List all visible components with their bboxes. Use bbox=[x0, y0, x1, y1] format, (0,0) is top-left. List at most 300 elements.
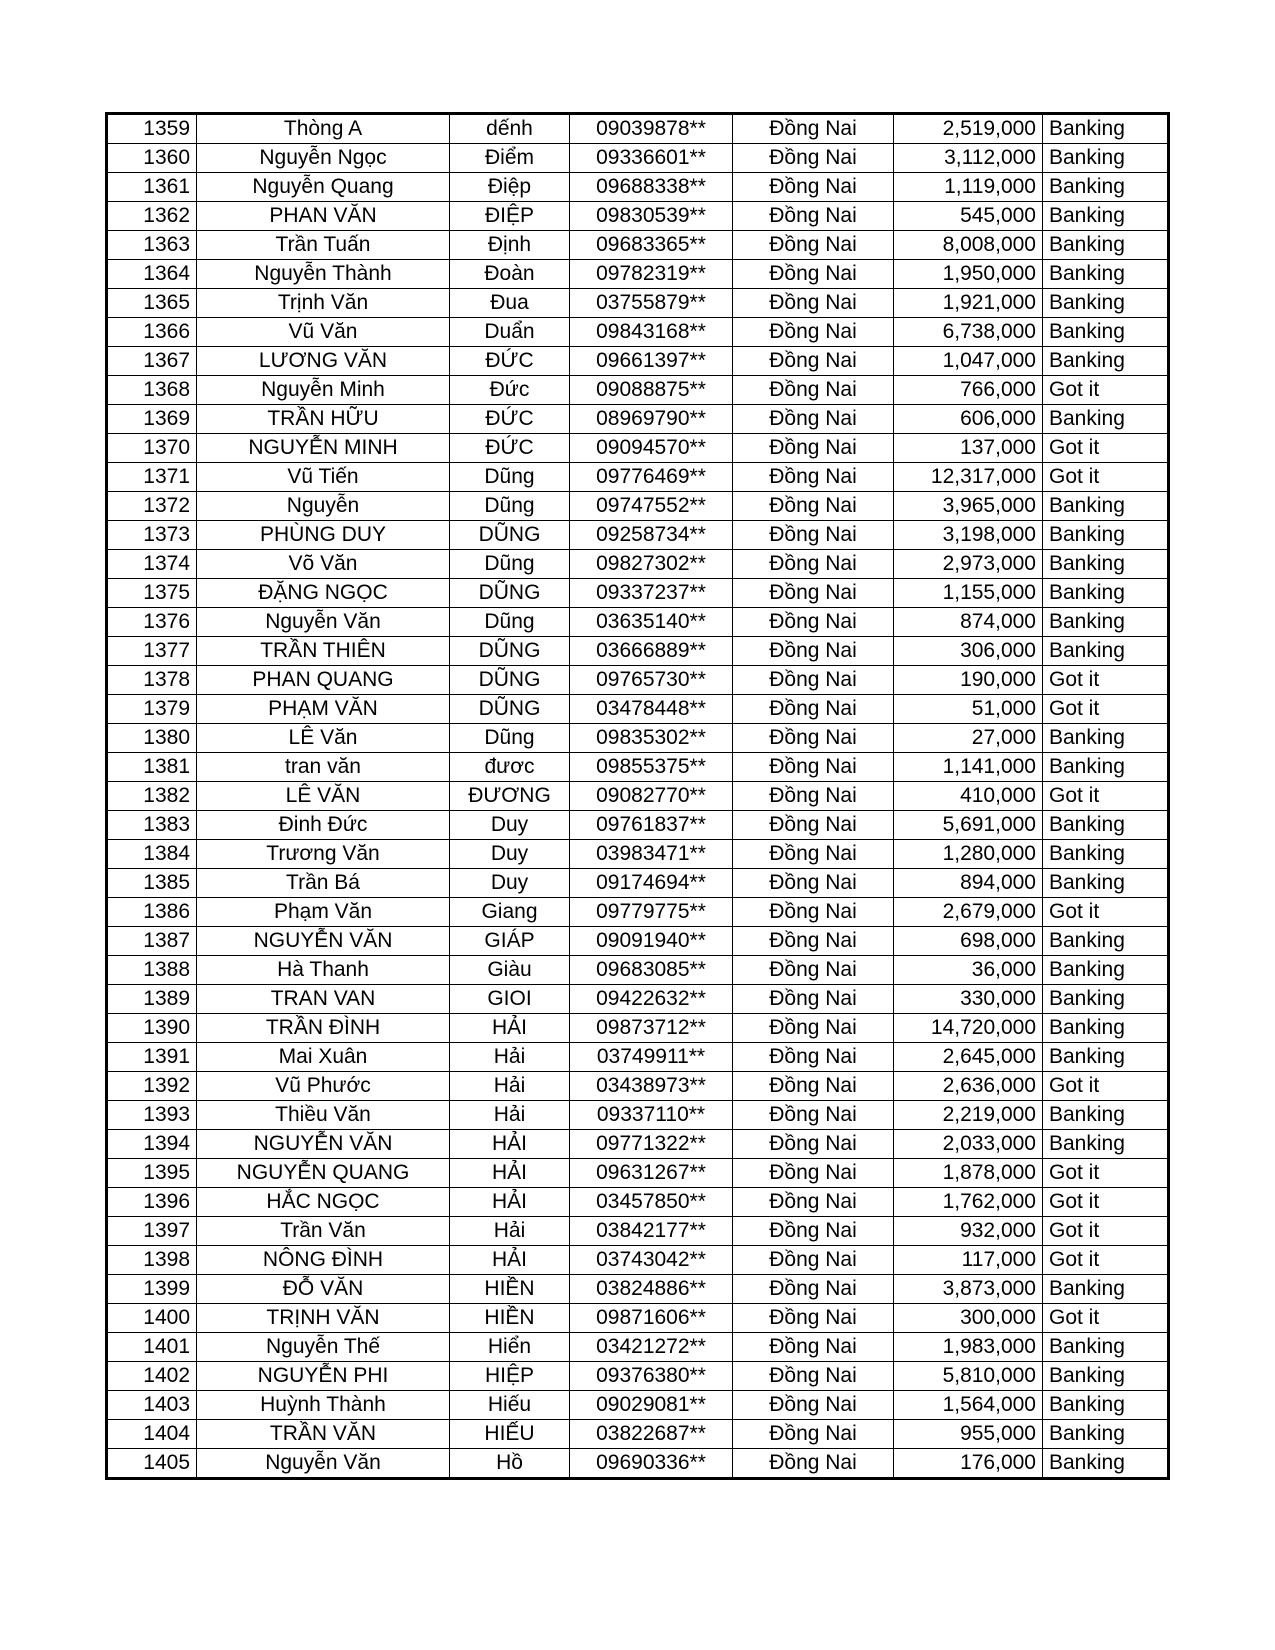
amount-cell: 306,000 bbox=[894, 637, 1043, 666]
surname-cell: Nguyễn Văn bbox=[197, 1449, 450, 1479]
table-row bbox=[107, 492, 1169, 521]
row-number: 1400 bbox=[107, 1304, 197, 1333]
surname-cell: Mai Xuân bbox=[197, 1043, 450, 1072]
given-name-cell: Dũng bbox=[450, 550, 570, 579]
given-name-cell: Giang bbox=[450, 898, 570, 927]
given-name-cell: Đức bbox=[450, 376, 570, 405]
payment-method-cell: Banking bbox=[1043, 260, 1169, 289]
payment-method-cell: Banking bbox=[1043, 608, 1169, 637]
phone-cell: 09091940** bbox=[570, 927, 733, 956]
row-number: 1393 bbox=[107, 1101, 197, 1130]
surname-cell: HẮC NGỌC bbox=[197, 1188, 450, 1217]
phone-cell: 09855375** bbox=[570, 753, 733, 782]
phone-cell: 03842177** bbox=[570, 1217, 733, 1246]
table-row bbox=[107, 434, 1169, 463]
amount-cell: 1,141,000 bbox=[894, 753, 1043, 782]
phone-cell: 09765730** bbox=[570, 666, 733, 695]
amount-cell: 2,679,000 bbox=[894, 898, 1043, 927]
amount-cell: 1,762,000 bbox=[894, 1188, 1043, 1217]
phone-cell: 03635140** bbox=[570, 608, 733, 637]
table-row bbox=[107, 840, 1169, 869]
amount-cell: 14,720,000 bbox=[894, 1014, 1043, 1043]
row-number: 1384 bbox=[107, 840, 197, 869]
amount-cell: 1,878,000 bbox=[894, 1159, 1043, 1188]
province-cell: Đồng Nai bbox=[733, 231, 894, 260]
row-number: 1367 bbox=[107, 347, 197, 376]
surname-cell: Nguyễn bbox=[197, 492, 450, 521]
surname-cell: Vũ Tiến bbox=[197, 463, 450, 492]
amount-cell: 3,112,000 bbox=[894, 144, 1043, 173]
given-name-cell: DŨNG bbox=[450, 521, 570, 550]
payment-method-cell: Banking bbox=[1043, 1391, 1169, 1420]
table-row bbox=[107, 753, 1169, 782]
surname-cell: NGUYỄN QUANG bbox=[197, 1159, 450, 1188]
surname-cell: Vũ Văn bbox=[197, 318, 450, 347]
table-row bbox=[107, 1159, 1169, 1188]
given-name-cell: Điểm bbox=[450, 144, 570, 173]
phone-cell: 08969790** bbox=[570, 405, 733, 434]
row-number: 1378 bbox=[107, 666, 197, 695]
phone-cell: 09747552** bbox=[570, 492, 733, 521]
amount-cell: 51,000 bbox=[894, 695, 1043, 724]
table-row bbox=[107, 521, 1169, 550]
given-name-cell: DŨNG bbox=[450, 579, 570, 608]
province-cell: Đồng Nai bbox=[733, 1420, 894, 1449]
payment-method-cell: Banking bbox=[1043, 811, 1169, 840]
table-row bbox=[107, 1043, 1169, 1072]
phone-cell: 09843168** bbox=[570, 318, 733, 347]
surname-cell: Trần Tuấn bbox=[197, 231, 450, 260]
phone-cell: 09029081** bbox=[570, 1391, 733, 1420]
province-cell: Đồng Nai bbox=[733, 637, 894, 666]
table-row bbox=[107, 898, 1169, 927]
given-name-cell: HIỆP bbox=[450, 1362, 570, 1391]
amount-cell: 1,280,000 bbox=[894, 840, 1043, 869]
phone-cell: 09082770** bbox=[570, 782, 733, 811]
row-number: 1394 bbox=[107, 1130, 197, 1159]
table-row bbox=[107, 985, 1169, 1014]
row-number: 1386 bbox=[107, 898, 197, 927]
table-row bbox=[107, 202, 1169, 231]
row-number: 1376 bbox=[107, 608, 197, 637]
table-row bbox=[107, 1304, 1169, 1333]
amount-cell: 1,564,000 bbox=[894, 1391, 1043, 1420]
table-row bbox=[107, 289, 1169, 318]
phone-cell: 09690336** bbox=[570, 1449, 733, 1479]
payment-method-cell: Banking bbox=[1043, 114, 1169, 144]
amount-cell: 410,000 bbox=[894, 782, 1043, 811]
table-row bbox=[107, 405, 1169, 434]
payment-method-cell: Banking bbox=[1043, 550, 1169, 579]
given-name-cell: Dũng bbox=[450, 724, 570, 753]
given-name-cell: Định bbox=[450, 231, 570, 260]
surname-cell: Nguyễn Ngọc bbox=[197, 144, 450, 173]
surname-cell: Nguyễn Thành bbox=[197, 260, 450, 289]
amount-cell: 190,000 bbox=[894, 666, 1043, 695]
amount-cell: 8,008,000 bbox=[894, 231, 1043, 260]
province-cell: Đồng Nai bbox=[733, 1362, 894, 1391]
surname-cell: LƯƠNG VĂN bbox=[197, 347, 450, 376]
table-row bbox=[107, 347, 1169, 376]
given-name-cell: Dũng bbox=[450, 463, 570, 492]
payment-method-cell: Banking bbox=[1043, 840, 1169, 869]
surname-cell: Hà Thanh bbox=[197, 956, 450, 985]
table-row bbox=[107, 550, 1169, 579]
payment-method-cell: Got it bbox=[1043, 376, 1169, 405]
surname-cell: LÊ VĂN bbox=[197, 782, 450, 811]
row-number: 1391 bbox=[107, 1043, 197, 1072]
province-cell: Đồng Nai bbox=[733, 202, 894, 231]
given-name-cell: Duy bbox=[450, 840, 570, 869]
given-name-cell: DŨNG bbox=[450, 666, 570, 695]
row-number: 1368 bbox=[107, 376, 197, 405]
payment-method-cell: Banking bbox=[1043, 405, 1169, 434]
table-row bbox=[107, 1101, 1169, 1130]
phone-cell: 09174694** bbox=[570, 869, 733, 898]
province-cell: Đồng Nai bbox=[733, 724, 894, 753]
row-number: 1388 bbox=[107, 956, 197, 985]
amount-cell: 2,973,000 bbox=[894, 550, 1043, 579]
payment-method-cell: Banking bbox=[1043, 318, 1169, 347]
payment-method-cell: Banking bbox=[1043, 173, 1169, 202]
province-cell: Đồng Nai bbox=[733, 956, 894, 985]
payment-method-cell: Banking bbox=[1043, 231, 1169, 260]
payment-method-cell: Got it bbox=[1043, 463, 1169, 492]
amount-cell: 894,000 bbox=[894, 869, 1043, 898]
surname-cell: NGUYỄN MINH bbox=[197, 434, 450, 463]
payment-method-cell: Banking bbox=[1043, 927, 1169, 956]
province-cell: Đồng Nai bbox=[733, 463, 894, 492]
phone-cell: 09871606** bbox=[570, 1304, 733, 1333]
payment-method-cell: Banking bbox=[1043, 753, 1169, 782]
payment-method-cell: Got it bbox=[1043, 1304, 1169, 1333]
given-name-cell: HẢI bbox=[450, 1014, 570, 1043]
row-number: 1402 bbox=[107, 1362, 197, 1391]
amount-cell: 27,000 bbox=[894, 724, 1043, 753]
given-name-cell: ĐỨC bbox=[450, 405, 570, 434]
amount-cell: 545,000 bbox=[894, 202, 1043, 231]
phone-cell: 03438973** bbox=[570, 1072, 733, 1101]
phone-cell: 09835302** bbox=[570, 724, 733, 753]
row-number: 1365 bbox=[107, 289, 197, 318]
surname-cell: Huỳnh Thành bbox=[197, 1391, 450, 1420]
province-cell: Đồng Nai bbox=[733, 376, 894, 405]
phone-cell: 03749911** bbox=[570, 1043, 733, 1072]
province-cell: Đồng Nai bbox=[733, 1275, 894, 1304]
payment-method-cell: Banking bbox=[1043, 1043, 1169, 1072]
surname-cell: Nguyễn Thế bbox=[197, 1333, 450, 1362]
table-row bbox=[107, 318, 1169, 347]
province-cell: Đồng Nai bbox=[733, 1246, 894, 1275]
amount-cell: 5,810,000 bbox=[894, 1362, 1043, 1391]
payment-method-cell: Banking bbox=[1043, 1449, 1169, 1479]
payment-method-cell: Banking bbox=[1043, 1362, 1169, 1391]
table-row bbox=[107, 260, 1169, 289]
surname-cell: Nguyễn Văn bbox=[197, 608, 450, 637]
row-number: 1373 bbox=[107, 521, 197, 550]
given-name-cell: ĐỨC bbox=[450, 347, 570, 376]
table-row bbox=[107, 579, 1169, 608]
province-cell: Đồng Nai bbox=[733, 434, 894, 463]
surname-cell: Trần Bá bbox=[197, 869, 450, 898]
phone-cell: 09258734** bbox=[570, 521, 733, 550]
given-name-cell: Đua bbox=[450, 289, 570, 318]
row-number: 1387 bbox=[107, 927, 197, 956]
given-name-cell: GIOI bbox=[450, 985, 570, 1014]
province-cell: Đồng Nai bbox=[733, 1072, 894, 1101]
table-row bbox=[107, 1391, 1169, 1420]
payment-method-cell: Got it bbox=[1043, 1188, 1169, 1217]
phone-cell: 09337110** bbox=[570, 1101, 733, 1130]
given-name-cell: Duy bbox=[450, 811, 570, 840]
amount-cell: 117,000 bbox=[894, 1246, 1043, 1275]
row-number: 1398 bbox=[107, 1246, 197, 1275]
phone-cell: 09422632** bbox=[570, 985, 733, 1014]
province-cell: Đồng Nai bbox=[733, 492, 894, 521]
given-name-cell: Hải bbox=[450, 1072, 570, 1101]
table-row bbox=[107, 173, 1169, 202]
surname-cell: Vũ Phước bbox=[197, 1072, 450, 1101]
province-cell: Đồng Nai bbox=[733, 927, 894, 956]
given-name-cell: Hải bbox=[450, 1217, 570, 1246]
phone-cell: 03824886** bbox=[570, 1275, 733, 1304]
surname-cell: ĐẶNG NGỌC bbox=[197, 579, 450, 608]
row-number: 1385 bbox=[107, 869, 197, 898]
province-cell: Đồng Nai bbox=[733, 753, 894, 782]
amount-cell: 6,738,000 bbox=[894, 318, 1043, 347]
row-number: 1397 bbox=[107, 1217, 197, 1246]
phone-cell: 03822687** bbox=[570, 1420, 733, 1449]
amount-cell: 1,119,000 bbox=[894, 173, 1043, 202]
row-number: 1403 bbox=[107, 1391, 197, 1420]
amount-cell: 932,000 bbox=[894, 1217, 1043, 1246]
table-row bbox=[107, 608, 1169, 637]
phone-cell: 09873712** bbox=[570, 1014, 733, 1043]
payment-method-cell: Got it bbox=[1043, 695, 1169, 724]
given-name-cell: Hải bbox=[450, 1043, 570, 1072]
table-row bbox=[107, 811, 1169, 840]
surname-cell: TRỊNH VĂN bbox=[197, 1304, 450, 1333]
given-name-cell: ĐƯƠNG bbox=[450, 782, 570, 811]
province-cell: Đồng Nai bbox=[733, 1391, 894, 1420]
phone-cell: 09827302** bbox=[570, 550, 733, 579]
province-cell: Đồng Nai bbox=[733, 1130, 894, 1159]
province-cell: Đồng Nai bbox=[733, 1449, 894, 1479]
phone-cell: 09337237** bbox=[570, 579, 733, 608]
province-cell: Đồng Nai bbox=[733, 1043, 894, 1072]
table-row bbox=[107, 1130, 1169, 1159]
province-cell: Đồng Nai bbox=[733, 1101, 894, 1130]
given-name-cell: HẢI bbox=[450, 1130, 570, 1159]
province-cell: Đồng Nai bbox=[733, 840, 894, 869]
amount-cell: 1,950,000 bbox=[894, 260, 1043, 289]
row-number: 1369 bbox=[107, 405, 197, 434]
payment-method-cell: Got it bbox=[1043, 666, 1169, 695]
amount-cell: 1,047,000 bbox=[894, 347, 1043, 376]
given-name-cell: HẢI bbox=[450, 1246, 570, 1275]
phone-cell: 09761837** bbox=[570, 811, 733, 840]
province-cell: Đồng Nai bbox=[733, 521, 894, 550]
surname-cell: Trịnh Văn bbox=[197, 289, 450, 318]
table-row bbox=[107, 463, 1169, 492]
table-row bbox=[107, 376, 1169, 405]
surname-cell: TRAN VAN bbox=[197, 985, 450, 1014]
row-number: 1364 bbox=[107, 260, 197, 289]
phone-cell: 09683365** bbox=[570, 231, 733, 260]
table-row bbox=[107, 1014, 1169, 1043]
province-cell: Đồng Nai bbox=[733, 666, 894, 695]
surname-cell: PHẠM VĂN bbox=[197, 695, 450, 724]
given-name-cell: ĐỨC bbox=[450, 434, 570, 463]
row-number: 1383 bbox=[107, 811, 197, 840]
amount-cell: 766,000 bbox=[894, 376, 1043, 405]
given-name-cell: DŨNG bbox=[450, 637, 570, 666]
table-row bbox=[107, 144, 1169, 173]
row-number: 1360 bbox=[107, 144, 197, 173]
province-cell: Đồng Nai bbox=[733, 811, 894, 840]
payment-method-cell: Got it bbox=[1043, 434, 1169, 463]
phone-cell: 09771322** bbox=[570, 1130, 733, 1159]
phone-cell: 09039878** bbox=[570, 114, 733, 144]
row-number: 1361 bbox=[107, 173, 197, 202]
phone-cell: 09830539** bbox=[570, 202, 733, 231]
phone-cell: 03983471** bbox=[570, 840, 733, 869]
amount-cell: 2,519,000 bbox=[894, 114, 1043, 144]
given-name-cell: Đoàn bbox=[450, 260, 570, 289]
row-number: 1395 bbox=[107, 1159, 197, 1188]
phone-cell: 09688338** bbox=[570, 173, 733, 202]
table-row bbox=[107, 1275, 1169, 1304]
surname-cell: Nguyễn Minh bbox=[197, 376, 450, 405]
row-number: 1379 bbox=[107, 695, 197, 724]
table-row bbox=[107, 782, 1169, 811]
given-name-cell: Hồ bbox=[450, 1449, 570, 1479]
amount-cell: 176,000 bbox=[894, 1449, 1043, 1479]
surname-cell: NÔNG ĐÌNH bbox=[197, 1246, 450, 1275]
amount-cell: 3,965,000 bbox=[894, 492, 1043, 521]
given-name-cell: HẢI bbox=[450, 1159, 570, 1188]
table-row bbox=[107, 1217, 1169, 1246]
province-cell: Đồng Nai bbox=[733, 550, 894, 579]
given-name-cell: Hiếu bbox=[450, 1391, 570, 1420]
amount-cell: 1,921,000 bbox=[894, 289, 1043, 318]
row-number: 1390 bbox=[107, 1014, 197, 1043]
payment-method-cell: Banking bbox=[1043, 1130, 1169, 1159]
phone-cell: 09088875** bbox=[570, 376, 733, 405]
row-number: 1381 bbox=[107, 753, 197, 782]
surname-cell: NGUYỄN PHI bbox=[197, 1362, 450, 1391]
payment-method-cell: Banking bbox=[1043, 202, 1169, 231]
surname-cell: TRẦN VĂN bbox=[197, 1420, 450, 1449]
given-name-cell: Dũng bbox=[450, 608, 570, 637]
surname-cell: PHAN QUANG bbox=[197, 666, 450, 695]
surname-cell: tran văn bbox=[197, 753, 450, 782]
surname-cell: Võ Văn bbox=[197, 550, 450, 579]
payment-method-cell: Banking bbox=[1043, 1333, 1169, 1362]
table-row bbox=[107, 695, 1169, 724]
surname-cell: Thiều Văn bbox=[197, 1101, 450, 1130]
payment-method-cell: Banking bbox=[1043, 492, 1169, 521]
payment-method-cell: Banking bbox=[1043, 1420, 1169, 1449]
payment-method-cell: Banking bbox=[1043, 289, 1169, 318]
amount-cell: 137,000 bbox=[894, 434, 1043, 463]
phone-cell: 03743042** bbox=[570, 1246, 733, 1275]
amount-cell: 2,033,000 bbox=[894, 1130, 1043, 1159]
phone-cell: 09661397** bbox=[570, 347, 733, 376]
payout-table bbox=[105, 112, 1170, 1480]
table-row bbox=[107, 869, 1169, 898]
row-number: 1370 bbox=[107, 434, 197, 463]
given-name-cell: Duẩn bbox=[450, 318, 570, 347]
amount-cell: 1,983,000 bbox=[894, 1333, 1043, 1362]
given-name-cell: DŨNG bbox=[450, 695, 570, 724]
province-cell: Đồng Nai bbox=[733, 1188, 894, 1217]
given-name-cell: GIÁP bbox=[450, 927, 570, 956]
province-cell: Đồng Nai bbox=[733, 1333, 894, 1362]
province-cell: Đồng Nai bbox=[733, 318, 894, 347]
surname-cell: PHAN VĂN bbox=[197, 202, 450, 231]
province-cell: Đồng Nai bbox=[733, 985, 894, 1014]
given-name-cell: Giàu bbox=[450, 956, 570, 985]
row-number: 1405 bbox=[107, 1449, 197, 1479]
row-number: 1374 bbox=[107, 550, 197, 579]
row-number: 1404 bbox=[107, 1420, 197, 1449]
payment-method-cell: Got it bbox=[1043, 1217, 1169, 1246]
surname-cell: Trần Văn bbox=[197, 1217, 450, 1246]
province-cell: Đồng Nai bbox=[733, 1159, 894, 1188]
amount-cell: 5,691,000 bbox=[894, 811, 1043, 840]
surname-cell: TRẦN HỮU bbox=[197, 405, 450, 434]
payment-method-cell: Banking bbox=[1043, 579, 1169, 608]
row-number: 1380 bbox=[107, 724, 197, 753]
table-row bbox=[107, 1188, 1169, 1217]
surname-cell: TRẦN THIÊN bbox=[197, 637, 450, 666]
phone-cell: 09336601** bbox=[570, 144, 733, 173]
province-cell: Đồng Nai bbox=[733, 173, 894, 202]
row-number: 1396 bbox=[107, 1188, 197, 1217]
phone-cell: 09779775** bbox=[570, 898, 733, 927]
surname-cell: PHÙNG DUY bbox=[197, 521, 450, 550]
payment-method-cell: Banking bbox=[1043, 724, 1169, 753]
given-name-cell: Dũng bbox=[450, 492, 570, 521]
phone-cell: 09776469** bbox=[570, 463, 733, 492]
amount-cell: 606,000 bbox=[894, 405, 1043, 434]
phone-cell: 09094570** bbox=[570, 434, 733, 463]
payment-method-cell: Banking bbox=[1043, 1275, 1169, 1304]
payment-method-cell: Got it bbox=[1043, 1072, 1169, 1101]
table-row bbox=[107, 927, 1169, 956]
province-cell: Đồng Nai bbox=[733, 782, 894, 811]
amount-cell: 698,000 bbox=[894, 927, 1043, 956]
row-number: 1399 bbox=[107, 1275, 197, 1304]
row-number: 1359 bbox=[107, 114, 197, 144]
surname-cell: Đinh Đức bbox=[197, 811, 450, 840]
table-row bbox=[107, 1362, 1169, 1391]
province-cell: Đồng Nai bbox=[733, 289, 894, 318]
phone-cell: 03478448** bbox=[570, 695, 733, 724]
table-row bbox=[107, 231, 1169, 260]
row-number: 1389 bbox=[107, 985, 197, 1014]
phone-cell: 09683085** bbox=[570, 956, 733, 985]
amount-cell: 2,219,000 bbox=[894, 1101, 1043, 1130]
surname-cell: ĐỖ VĂN bbox=[197, 1275, 450, 1304]
given-name-cell: HIỀN bbox=[450, 1304, 570, 1333]
province-cell: Đồng Nai bbox=[733, 869, 894, 898]
payment-method-cell: Got it bbox=[1043, 898, 1169, 927]
payment-method-cell: Banking bbox=[1043, 1014, 1169, 1043]
given-name-cell: dếnh bbox=[450, 114, 570, 144]
table-row bbox=[107, 1072, 1169, 1101]
